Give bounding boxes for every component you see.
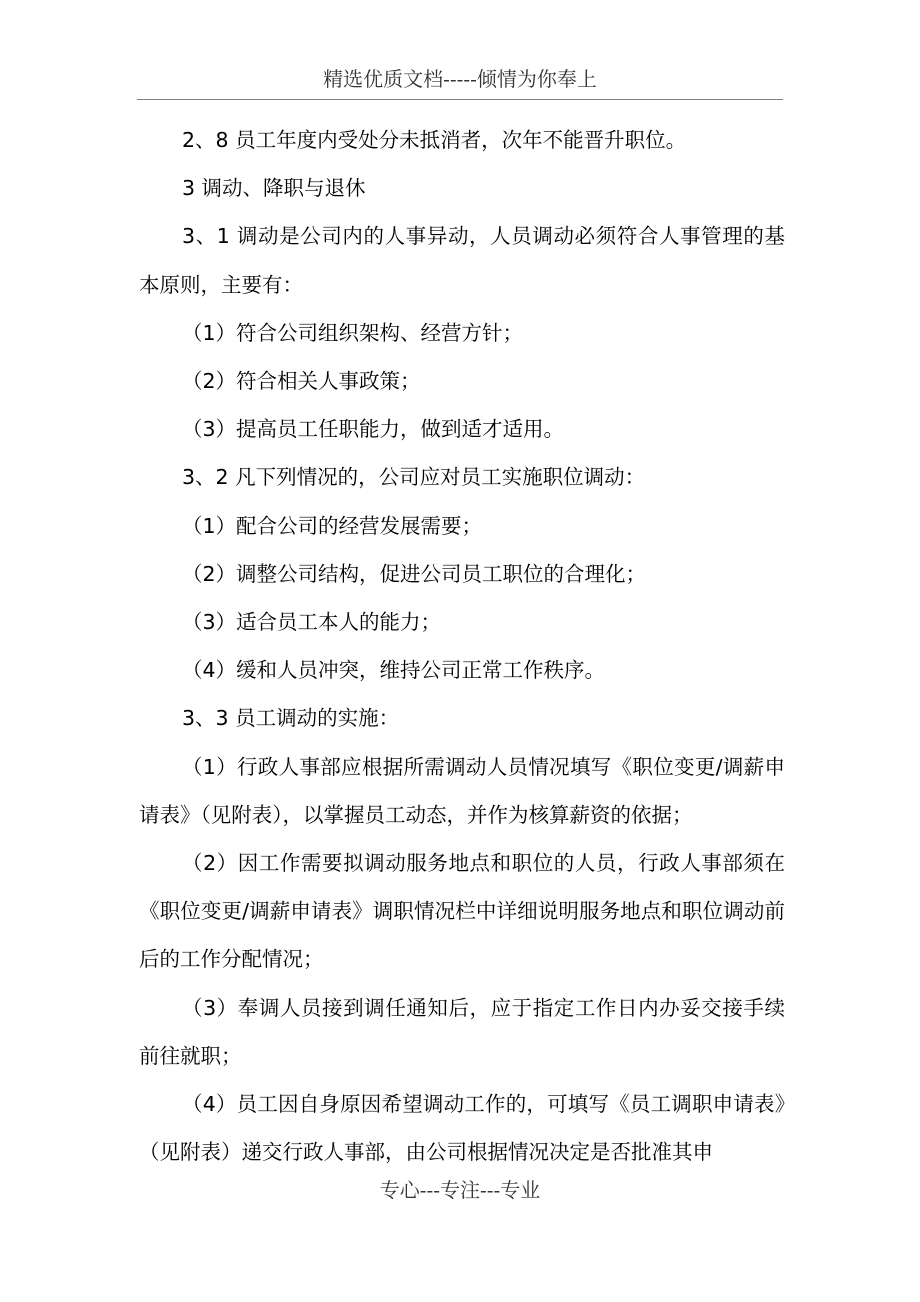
paragraph-3-1: 3、1 调动是公司内的人事异动，人员调动必须符合人事管理的基本原则，主要有： [139, 224, 785, 297]
list-item-3-2-2: （2）调整公司结构，促进公司员工职位的合理化； [182, 561, 647, 586]
list-item-3-3-4: （4）员工因自身原因希望调动工作的，可填写《员工调职申请表》（见附表）递交行政人事部，由公司根据情况决定是否批准其申 [139, 1092, 785, 1165]
document-body [139, 116, 785, 1176]
section-heading-3: 3 调动、降职与退休 [182, 176, 366, 201]
list-item-3-2-1: （1）配合公司的经营发展需要； [182, 513, 483, 538]
list-item-3-2-4: （4）缓和人员冲突，维持公司正常工作秩序。 [182, 658, 606, 683]
list-item-3-3-2: （2）因工作需要拟调动服务地点和职位的人员，行政人事部须在《职位变更/调薪申请表》调职情况栏中详细说明服务地点和职位调动前后的工作分配情况； [139, 851, 785, 972]
header-divider [137, 99, 783, 100]
paragraph-3-2: 3、2 凡下列情况的，公司应对员工实施职位调动： [182, 465, 646, 490]
list-item-3-2-3: （3）适合员工本人的能力； [182, 610, 442, 635]
list-item-3-1-2: （2）符合相关人事政策； [182, 369, 421, 394]
list-item-3-3-3: （3）奉调人员接到调任通知后，应于指定工作日内办妥交接手续前往就职； [139, 995, 785, 1068]
list-item-3-3-1: （1）行政人事部应根据所需调动人员情况填写《职位变更/调薪申请表》（见附表），以掌握员工动态，并作为核算薪资的依据； [139, 754, 785, 827]
page-header: 精选优质文档-----倾情为你奉上 [323, 67, 597, 91]
paragraph-3-3: 3、3 员工调动的实施： [182, 706, 400, 731]
paragraph-2-8: 2、8 员工年度内受处分未抵消者，次年不能晋升职位。 [182, 128, 687, 152]
page-footer: 专心---专注---专业 [379, 1178, 541, 1202]
list-item-3-1-1: （1）符合公司组织架构、经营方针； [182, 320, 524, 345]
list-item-3-1-3: （3）提高员工任职能力，做到适才适用。 [182, 417, 565, 442]
